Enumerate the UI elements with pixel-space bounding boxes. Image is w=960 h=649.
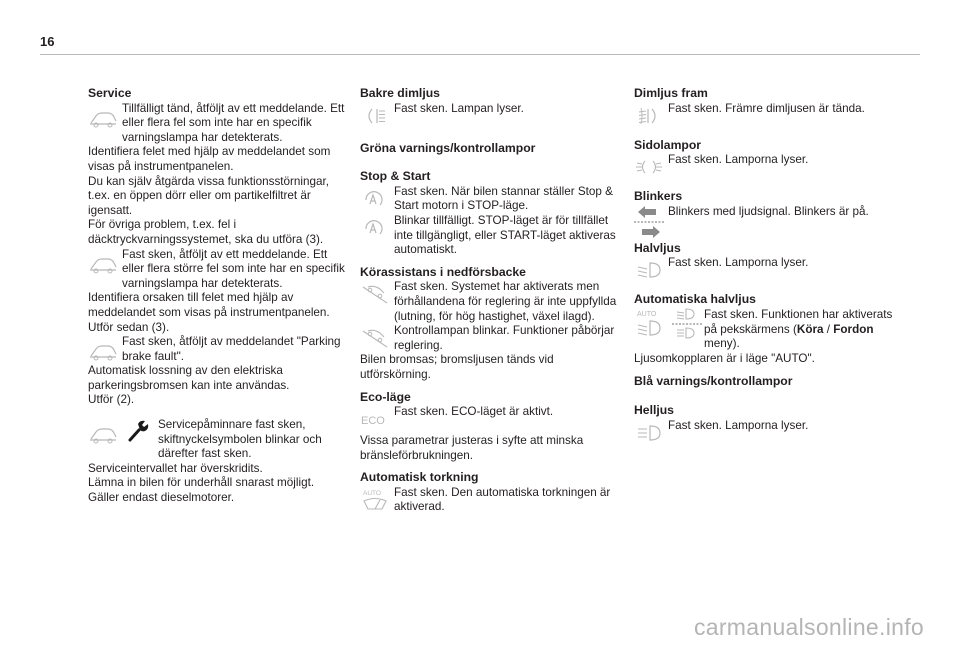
service-entry-4-text: Servicepåminnare fast sken, skiftnyckelsymbolen blinkar och därefter fast sken. [158, 418, 322, 461]
blinkers-text: Blinkers med ljudsignal. Blinkers är på. [668, 204, 869, 218]
rear-fog-lamp-icon [360, 103, 390, 129]
side-lamps-icon [634, 154, 664, 180]
auto-beam-p1: Ljusomkopplaren är i läge "AUTO". [634, 351, 815, 365]
low-beam-title: Halvljus [634, 240, 681, 255]
green-lamps-title: Gröna varnings/kontrollampor [360, 140, 536, 155]
service-entry-3-p1: Automatisk lossning av den elektriska parkeringsbromsen kan inte användas. [88, 364, 290, 392]
side-lamps-text: Fast sken. Lamporna lyser. [668, 153, 809, 167]
high-beam-text: Fast sken. Lamporna lyser. [668, 418, 809, 432]
car-service-icon [88, 336, 118, 362]
column-lights [634, 86, 904, 455]
auto-wipe-entry [360, 486, 622, 515]
blinkers-title: Blinkers [634, 189, 683, 204]
service-entry-1 [88, 102, 350, 146]
auto-beam-split-icon [672, 308, 702, 342]
hill-descent-car-icon [360, 325, 390, 351]
stop-start-A-icon [360, 215, 390, 241]
stop-start-A-icon [360, 186, 390, 212]
service-entry-2-p2: Utför sedan (3). [88, 320, 170, 334]
service-entry-2 [88, 248, 350, 292]
turn-signal-arrows-icon [634, 205, 664, 239]
eco-text: Fast sken. ECO-läget är aktivt. [394, 405, 554, 419]
stop-start-title: Stop & Start [360, 169, 431, 184]
service-entry-3 [88, 335, 350, 364]
auto-low-beam-icon [634, 308, 664, 342]
stop-start-entry-1 [360, 185, 622, 214]
rear-fog-entry [360, 102, 622, 131]
service-entry-2-text: Fast sken, åtföljt av ett meddelande. Ett eller flera större fel som inte har en specifik varningslampa har detekterats. [122, 247, 345, 290]
service-entry-4-p1: Serviceintervallet har överskridits. [88, 461, 263, 475]
service-entry-1-p2: Du kan själv åtgärda vissa funktionsstörningar, t.ex. en öppen dörr eller om partikelfiltret är igensatt. [88, 174, 330, 217]
rear-fog-title: Bakre dimljus [360, 86, 440, 100]
side-lamps-section [634, 138, 904, 183]
hill-descent-section [360, 265, 622, 383]
column-green-lamps [360, 86, 622, 522]
rear-fog-text: Fast sken. Lampan lyser. [394, 101, 524, 115]
hill-descent-entry-2 [360, 324, 622, 353]
auto-wipe-section [360, 470, 622, 515]
blinkers-section [634, 189, 904, 234]
service-entry-4 [88, 418, 350, 462]
front-fog-title: Dimljus fram [634, 86, 708, 100]
auto-beam-entry [634, 308, 904, 352]
auto-beam-section [634, 292, 904, 366]
service-title: Service [88, 86, 132, 100]
eco-icon-label: ECO [361, 415, 385, 428]
watermark: carmanualsonline.info [693, 614, 924, 640]
auto-beam-title: Automatiska halvljus [634, 292, 756, 307]
header-rule [40, 54, 920, 55]
front-fog-text: Fast sken. Främre dimljusen är tända. [668, 101, 865, 115]
eco-title: Eco-läge [360, 389, 411, 404]
hill-descent-entry-2-p1: Bilen bromsas; bromsljusen tänds vid utförskörning. [360, 353, 554, 381]
column-service [88, 86, 350, 506]
service-entry-4-p2: Lämna in bilen för underhåll snarast möjligt. [88, 476, 315, 490]
stop-start-section [360, 169, 622, 258]
side-lamps-title: Sidolampor [634, 137, 702, 152]
hill-descent-car-icon [360, 281, 390, 307]
page-number: 16 [40, 34, 55, 49]
high-beam-title: Helljus [634, 402, 674, 417]
high-beam-icon [634, 420, 664, 446]
front-fog-entry [634, 102, 904, 131]
low-beam-text: Fast sken. Lamporna lyser. [668, 256, 809, 270]
wrench-icon [124, 418, 150, 444]
wiper-icon [360, 487, 390, 513]
auto-wipe-title: Automatisk torkning [360, 470, 479, 485]
service-entry-3-p2: Utför (2). [88, 393, 135, 407]
auto-beam-end: meny). [704, 337, 740, 351]
hill-descent-entry-2-text: Kontrollampan blinkar. Funktioner påbörjar reglering. [394, 324, 615, 352]
eco-section [360, 390, 622, 464]
low-beam-icon [634, 257, 664, 283]
low-beam-section [634, 241, 904, 286]
front-fog-section [634, 86, 904, 131]
service-entry-1-p1: Identifiera felet med hjälp av meddelandet som visas på instrumentpanelen. [88, 145, 331, 173]
front-fog-lamp-icon [634, 103, 664, 129]
blue-lamps-title: Blå varnings/kontrollampor [634, 374, 793, 389]
auto-beam-text: Fast sken. Funktionen har aktiverats på pekskärmens ( [704, 307, 893, 336]
high-beam-entry [634, 419, 904, 448]
hill-descent-entry-1-text: Fast sken. Systemet har aktiverats men förhållandena för reglering är inte uppfyllda (lutning, för hög hastighet, växel ilagd). [394, 280, 617, 323]
service-entry-1-p3: För övriga problem, t.ex. fel i däcktryckvarningssystemet, ska du utföra (3). [88, 218, 324, 246]
auto-beam-sep: / [823, 322, 834, 336]
wiper-auto-label: AUTO [363, 489, 381, 497]
service-entry-1-text: Tillfälligt tänd, åtföljt av ett meddelande. Ett eller flera fel som inte har en specifik varningslampa har detekterats. [122, 101, 345, 144]
eco-entry [360, 405, 622, 434]
stop-start-entry-2 [360, 214, 622, 258]
service-entry-2-p1: Identifiera orsaken till felet med hjälp av meddelandet som visas på instrumentpanelen. [88, 291, 330, 319]
side-lamps-entry [634, 153, 904, 182]
blinkers-entry [634, 205, 904, 234]
stop-start-entry-2-text: Blinkar tillfälligt. STOP-läget är för tillfället inte tillgängligt, eller START-läget aktiveras automatiskt. [394, 213, 616, 257]
service-entry-4-p3: Gäller endast dieselmotorer. [88, 491, 235, 505]
eco-p1: Vissa parametrar justeras i syfte att minska bränsleförbrukningen. [360, 434, 584, 462]
auto-beam-menu-kora: Köra [796, 322, 824, 336]
service-entry-3-text: Fast sken, åtföljt av meddelandet "Parking brake fault". [122, 335, 341, 363]
auto-wipe-text: Fast sken. Den automatiska torkningen är aktiverad. [394, 485, 611, 514]
eco-icon [360, 406, 390, 432]
auto-beam-auto-label: AUTO [637, 310, 657, 318]
stop-start-entry-1-text: Fast sken. När bilen stannar ställer Stop & Start motorn i STOP-läge. [394, 184, 613, 213]
hill-descent-entry-1 [360, 280, 622, 324]
auto-beam-menu-fordon: Fordon [833, 322, 874, 336]
high-beam-section [634, 403, 904, 448]
rear-fog-section [360, 86, 622, 131]
car-service-icon [88, 249, 118, 275]
low-beam-entry [634, 256, 904, 285]
car-service-icon [88, 103, 118, 129]
car-service-icon [88, 419, 118, 445]
hill-descent-title: Körassistans i nedförsbacke [360, 264, 526, 279]
